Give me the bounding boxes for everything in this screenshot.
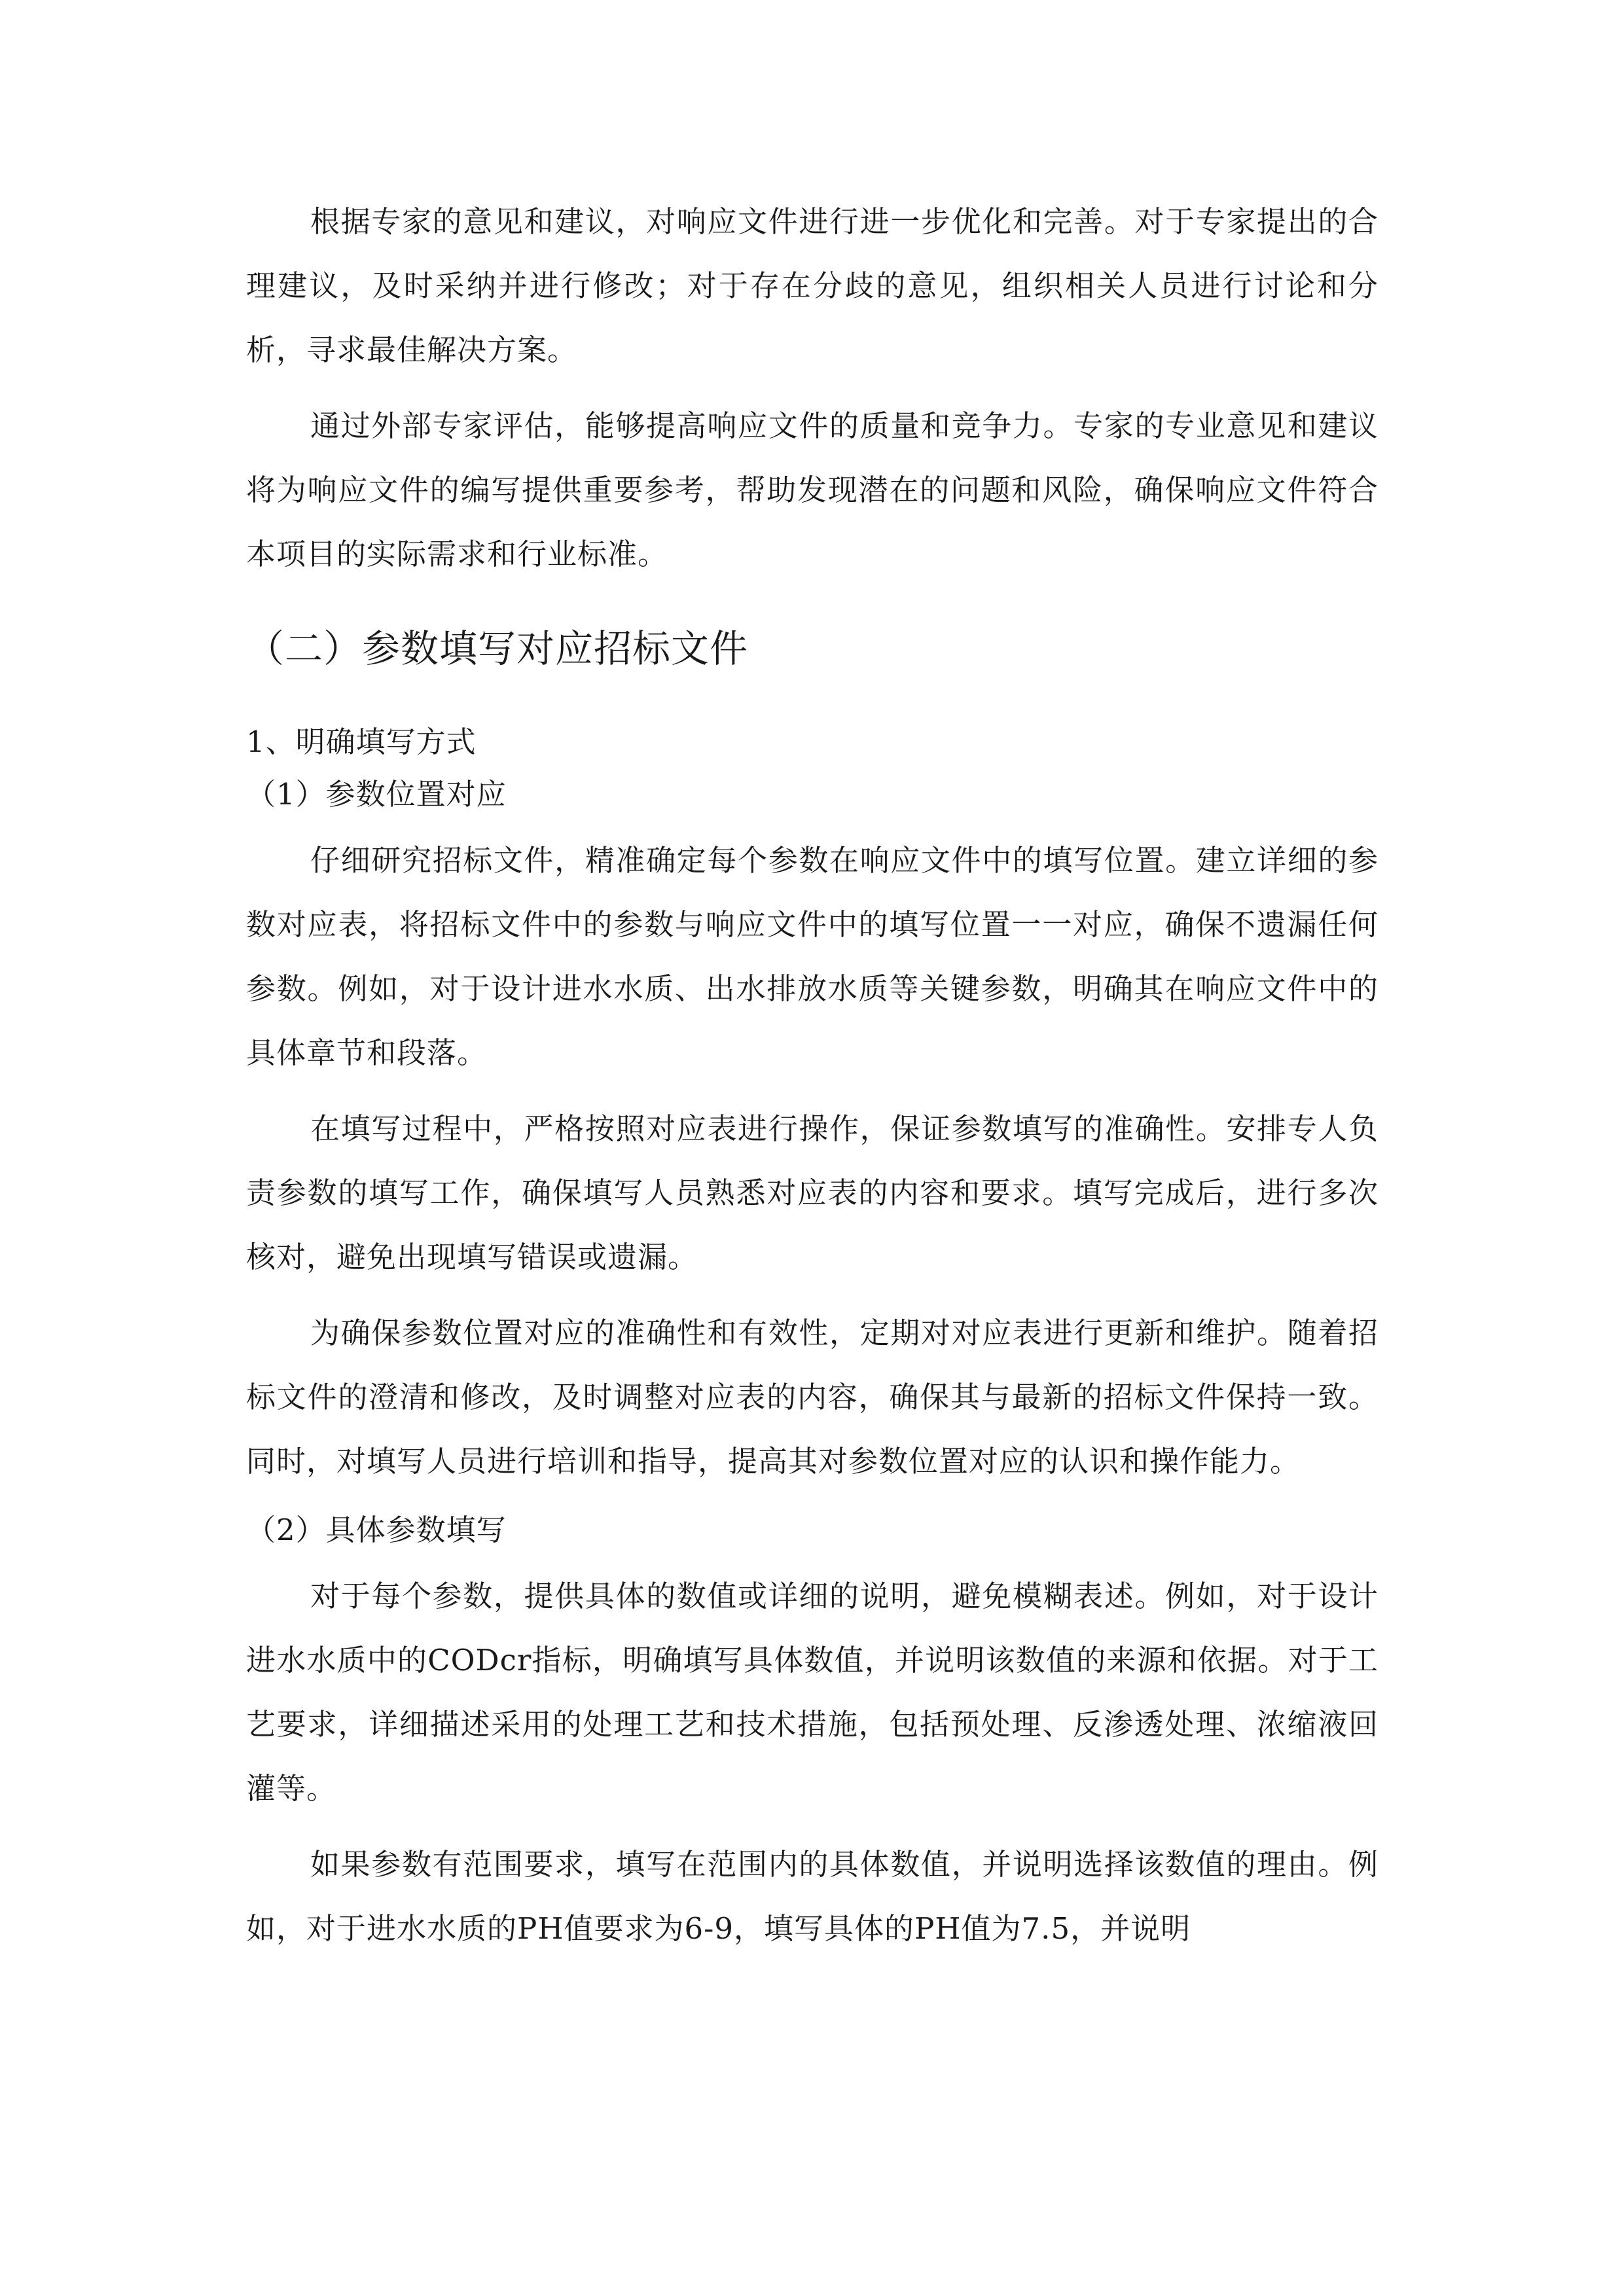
item-heading: （2）具体参数填写 bbox=[246, 1513, 507, 1547]
paragraph: 对于每个参数，提供具体的数值或详细的说明，避免模糊表述。例如，对于设计进水水质中的CODcr指标，明确填写具体数值，并说明该数值的来源和依据。对于工艺要求，详细描述采用的处理工艺和技术措施，包括预处理、反渗透处理、浓缩液回灌等。 bbox=[246, 1579, 1379, 1806]
paragraph: 如果参数有范围要求，填写在范围内的具体数值，并说明选择该数值的理由。例如，对于进水水质的PH值要求为6-9，填写具体的PH值为7.5，并说明 bbox=[246, 1847, 1379, 1946]
paragraph: 根据专家的意见和建议，对响应文件进行进一步优化和完善。对于专家提出的合理建议，及时采纳并进行修改；对于存在分歧的意见，组织相关人员进行讨论和分析，寻求最佳解决方案。 bbox=[246, 204, 1379, 367]
paragraph: 在填写过程中，严格按照对应表进行操作，保证参数填写的准确性。安排专人负责参数的填写工作，确保填写人员熟悉对应表的内容和要求。填写完成后，进行多次核对，避免出现填写错误或遗漏。 bbox=[246, 1111, 1379, 1274]
item-heading: （1）参数位置对应 bbox=[246, 777, 507, 812]
paragraph: 通过外部专家评估，能够提高响应文件的质量和竞争力。专家的专业意见和建议将为响应文件的编写提供重要参考，帮助发现潜在的问题和风险，确保响应文件符合本项目的实际需求和行业标准。 bbox=[246, 408, 1379, 571]
paragraph: 为确保参数位置对应的准确性和有效性，定期对对应表进行更新和维护。随着招标文件的澄清和修改，及时调整对应表的内容，确保其与最新的招标文件保持一致。同时，对填写人员进行培训和指导，提高其对参数位置对应的认识和操作能力。 bbox=[246, 1316, 1379, 1479]
page-content bbox=[246, 190, 1379, 1973]
subsection-heading: 1、明确填写方式 bbox=[246, 725, 477, 759]
paragraph: 仔细研究招标文件，精准确定每个参数在响应文件中的填写位置。建立详细的参数对应表，将招标文件中的参数与响应文件中的填写位置一一对应，确保不遗漏任何参数。例如，对于设计进水水质、出水排放水质等关键参数，明确其在响应文件中的具体章节和段落。 bbox=[246, 843, 1379, 1070]
section-heading: （二）参数填写对应招标文件 bbox=[246, 626, 749, 671]
